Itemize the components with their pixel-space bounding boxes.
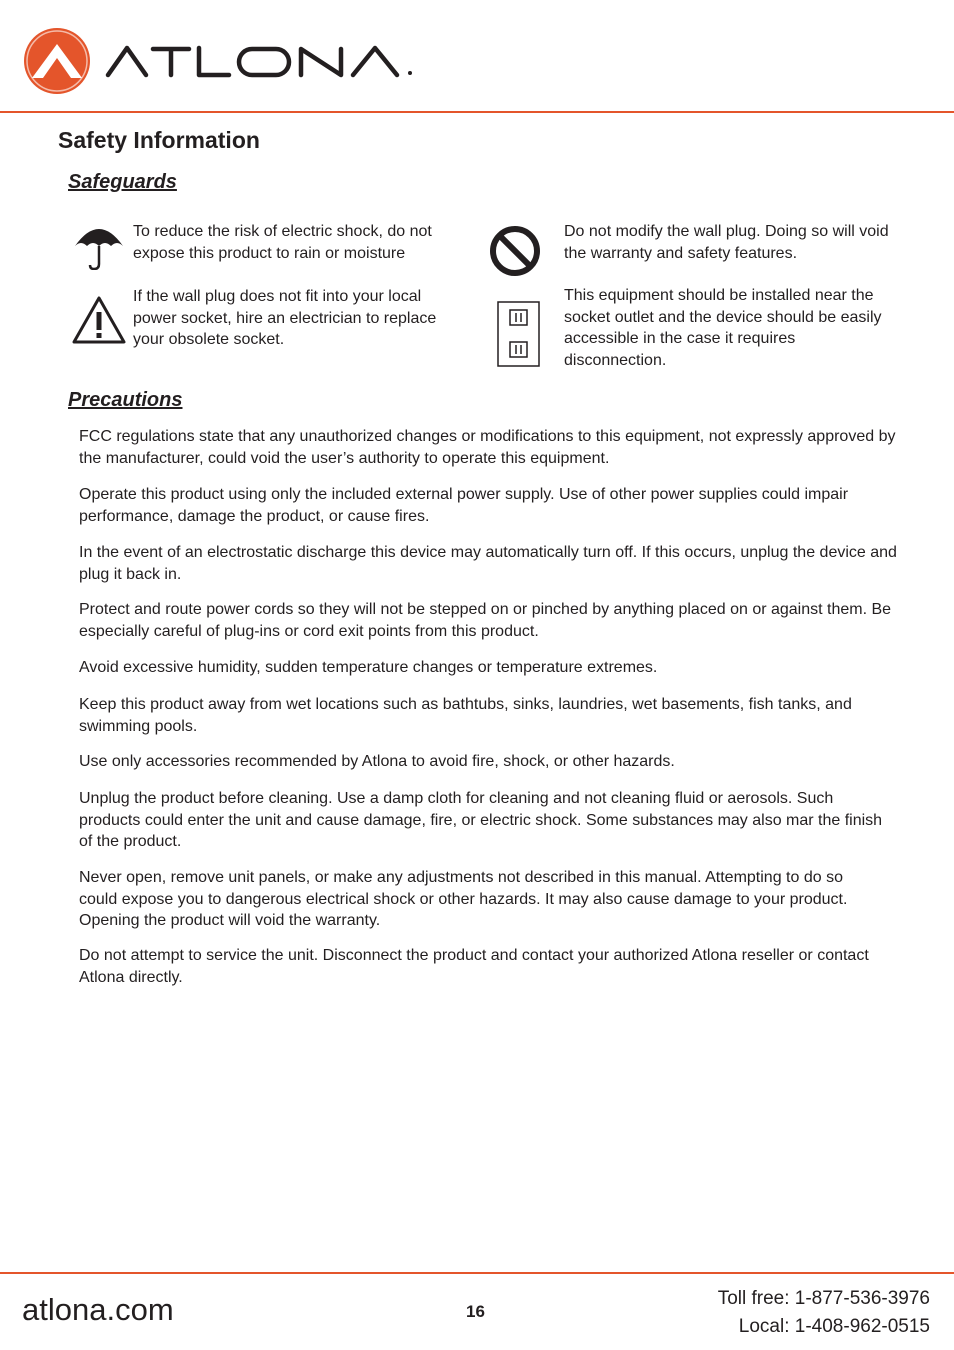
- footer-rule: [0, 1272, 954, 1274]
- warning-icon: [72, 295, 126, 345]
- umbrella-icon: [73, 220, 125, 270]
- precautions-heading: Precautions: [68, 389, 183, 411]
- toll-free-number: Toll free: 1-877-536-3976: [717, 1288, 930, 1309]
- precaution-paragraph: FCC regulations state that any unauthorized changes or modifications to this equipment, not expressly approved by the manufacturer, could void the user’s authority to operate this equipment.: [79, 428, 896, 467]
- safeguard-outlet-text: This equipment should be installed near the socket outlet and the device should be easily accessible in the case it requires disconnection.: [564, 287, 882, 369]
- safeguard-wall-plug-text: Do not modify the wall plug. Doing so will void the warranty and safety features.: [564, 223, 889, 262]
- atlona-logo-icon: [22, 26, 92, 96]
- precaution-paragraph: Never open, remove unit panels, or make any adjustments not described in this manual. Attempting to do so could expose you to dangerous electrical shock or other hazards. It may also cause damage to your product. Opening the product will void the warranty.: [79, 869, 848, 929]
- atlona-wordmark: [105, 44, 445, 78]
- no-modify-icon: [489, 225, 541, 277]
- precaution-paragraph: Unplug the product before cleaning. Use a damp cloth for cleaning and not cleaning fluid or aerosols. Such products could enter the unit and cause damage, fire, or electric shock. Some substances may also mar the finish of the product.: [79, 790, 883, 850]
- precaution-paragraph: Avoid excessive humidity, sudden temperature changes or temperature extremes.: [79, 659, 658, 676]
- precaution-paragraph: Protect and route power cords so they will not be stepped on or pinched by anything placed on or against them. Be especially careful of plug-ins or cord exit points from this product.: [79, 601, 892, 640]
- precaution-paragraph: Keep this product away from wet locations such as bathtubs, sinks, laundries, wet basements, fish tanks, and swimming pools.: [79, 696, 852, 735]
- page-title: Safety Information: [58, 127, 260, 153]
- precaution-paragraph: Do not attempt to service the unit. Disconnect the product and contact your authorized Atlona reseller or contact Atlona directly.: [79, 947, 869, 986]
- precaution-paragraph: Use only accessories recommended by Atlona to avoid fire, shock, or other hazards.: [79, 753, 675, 770]
- local-number: Local: 1-408-962-0515: [738, 1316, 930, 1337]
- header-rule: [0, 111, 954, 113]
- socket-outlet-icon: [497, 301, 541, 368]
- page-number: 16: [466, 1302, 485, 1321]
- safeguard-socket-fit-text: If the wall plug does not fit into your local power socket, hire an electrician to replace your obsolete socket.: [133, 288, 437, 348]
- precaution-paragraph: In the event of an electrostatic discharge this device may automatically turn off. If this occurs, unplug the device and plug it back in.: [79, 544, 897, 583]
- safeguards-heading: Safeguards: [68, 171, 177, 193]
- footer-website: atlona.com: [22, 1292, 174, 1327]
- safeguard-rain-text: To reduce the risk of electric shock, do not expose this product to rain or moisture: [133, 223, 432, 262]
- precaution-paragraph: Operate this product using only the included external power supply. Use of other power supplies could impair performance, damage the product, or cause fires.: [79, 486, 849, 525]
